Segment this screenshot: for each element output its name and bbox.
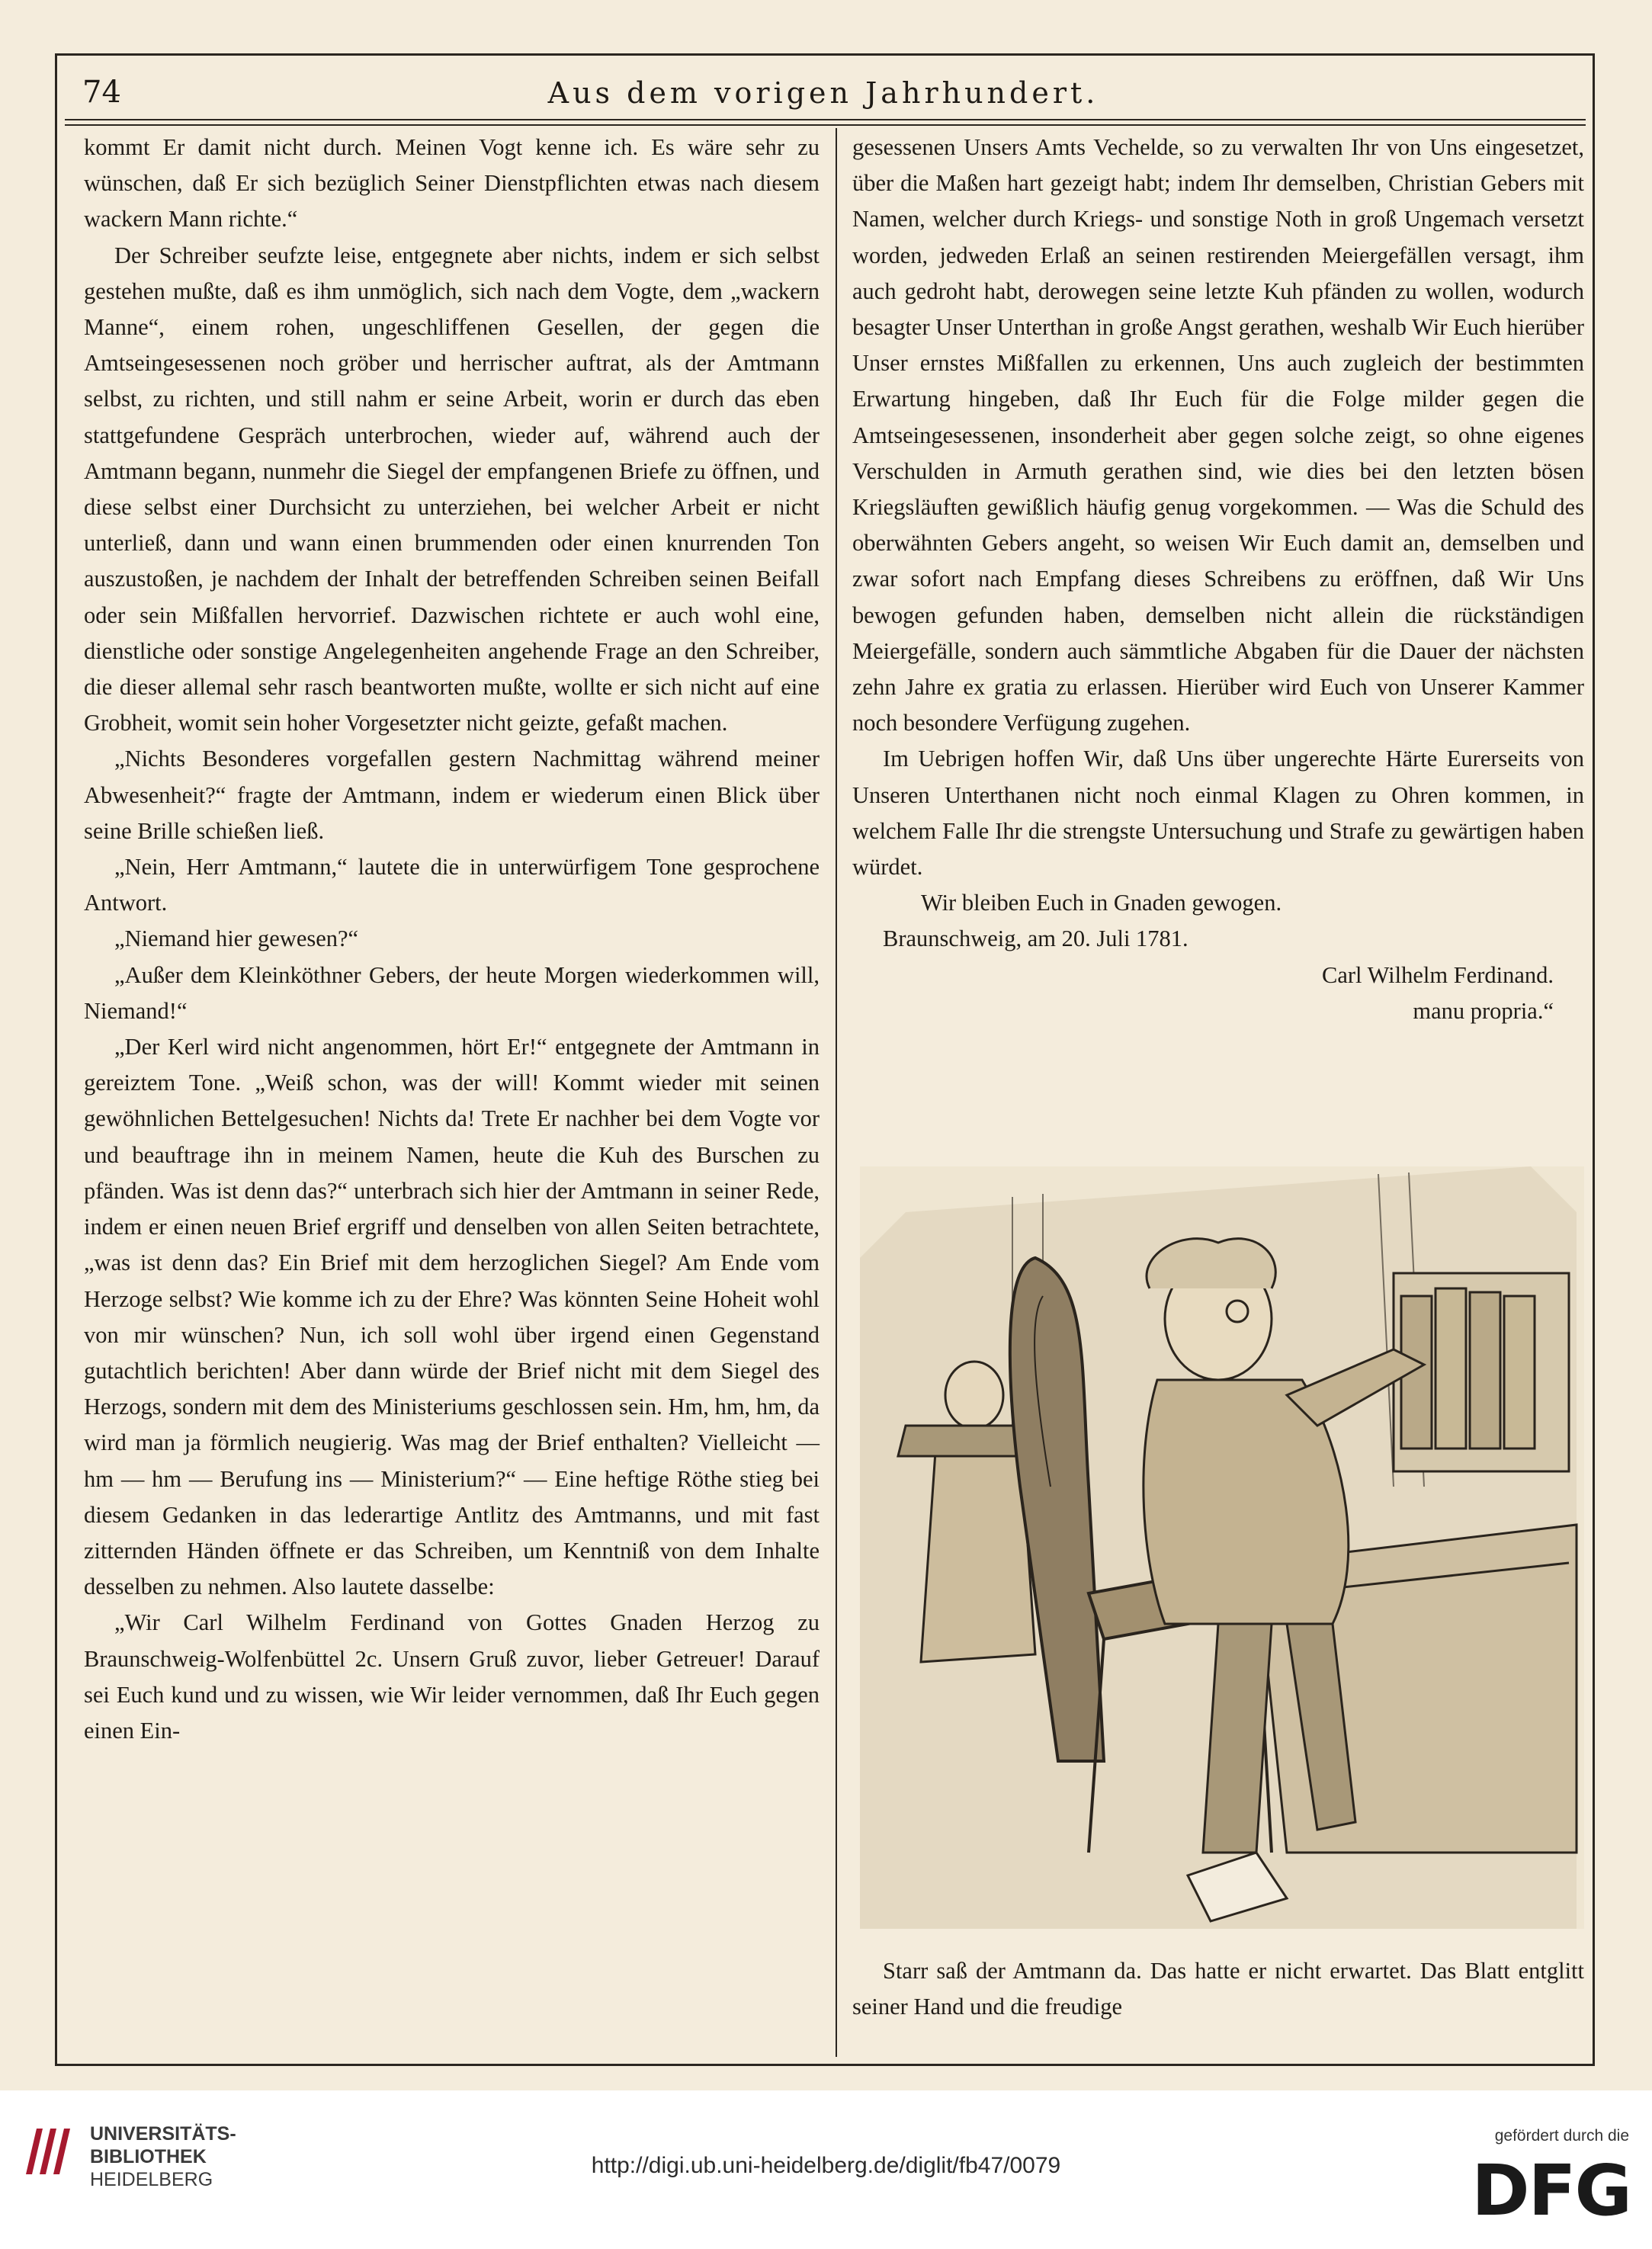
footer-bar (0, 2090, 1652, 2249)
dfg-logo: DFG (1471, 2150, 1631, 2231)
paragraph: Wir bleiben Euch in Gnaden gewogen. (921, 890, 1282, 916)
paragraph: „Außer dem Kleinköthner Gebers, der heute Morgen wiederkommen will, Niemand!“ (84, 961, 820, 1024)
paragraph: „Niemand hier gewesen?“ (114, 926, 359, 952)
left-column (84, 130, 820, 1749)
right-column-bottom (852, 1953, 1584, 2025)
paragraph: gesessenen Unsers Amts Vechelde, so zu verwalten Ihr von Uns eingesetzet, über die Maßen hart gezeigt habt; indem Ihr demselben, Christian Gebers mit Namen, welcher durch Kriegs- und sonstige Noth in groß Ungemach versetzt worden, jedweden Erlaß an seinen restirenden Meiergefällen versagt, ihm auch gedroht habt, derowegen seine letzte Kuh pfänden zu wollen, wodurch besagter Unser Unterthan in große Angst gerathen, weshalb Wir Euch hierüber Unser ernstes Mißfallen zu erkennen, Uns auch zugleich der bestimmten Erwartung hingeben, daß Ihr Euch für die Folge milder gegen die Amtseingesessenen, insonderheit aber gegen solche zeigt, so ohne eigenes Verschulden in Armuth gerathen sind, wie dies bei den letzten bösen Kriegsläuften gewißlich häufig genug vorgekommen. — Was die Schuld des oberwähnten Gebers angeht, so weisen Wir Euch damit an, demselben und zwar sofort nach Empfang dieses Schreibens zu eröffnen, daß Wir Uns bewogen gefunden haben, demselben nicht allein die rückständigen Meiergefälle, sondern auch sämmtliche Abgaben für die Dauer der nächsten zehn Jahre ex gratia zu erlassen. Hierüber wird Euch von Unserer Kammer noch besondere Verfügung zugehen. (852, 134, 1584, 736)
paragraph: kommt Er damit nicht durch. Meinen Vogt kenne ich. Es wäre sehr zu wünschen, daß Er sich bezüglich Seiner Dienstpflichten etwas nach diesem wackern Mann richte.“ (84, 134, 820, 233)
right-column (852, 130, 1584, 1029)
page-number: 74 (82, 75, 121, 110)
bookshelf (1394, 1273, 1569, 1471)
paragraph: Braunschweig, am 20. Juli 1781. (883, 926, 1188, 952)
header-rule-inner (65, 124, 1586, 126)
paragraph: „Nichts Besonderes vorgefallen gestern Nachmittag während meiner Abwesenheit?“ fragte der Amtmann, indem er wiederum einen Blick über seine Brille schießen ließ. (84, 746, 820, 844)
library-line-2: BIBLIOTHEK (90, 2146, 207, 2167)
page-header (61, 70, 1586, 124)
library-line-3: HEIDELBERG (90, 2169, 213, 2190)
paragraph: Im Uebrigen hoffen Wir, daß Uns über ungerechte Härte Eurerseits von Unseren Unterthanen nicht noch einmal Klagen zu Ohren kommen, in welchem Falle Ihr die strengste Untersuchung und Strafe zu gewärtigen haben würdet. (852, 746, 1584, 881)
header-rule (65, 119, 1586, 120)
permalink-url[interactable]: http://digi.ub.uni-heidelberg.de/diglit/fb47/0079 (591, 2153, 1061, 2178)
running-title: Aus dem vorigen Jahrhundert. (547, 76, 1099, 110)
paragraph: Der Schreiber seufzte leise, entgegnete aber nichts, indem er sich selbst gestehen mußte, daß es ihm unmöglich, sich nach dem Vogte, dem „wackern Manne“, einem rohen, ungeschliffenen Gesellen, der gegen die Amtseingesessenen noch gröber und herrischer auftrat, als der Amtmann selbst, zu richten, und still nahm er seine Arbeit, worin er durch das eben stattgefundene Gespräch unterbrochen, wieder auf, während auch der Amtmann begann, nunmehr die Siegel der empfangenen Briefe zu öffnen, und diese selbst einer Durchsicht zu unterziehen, bei welcher Arbeit er nicht unterließ, dann und wann einen brummenden oder einen knurrenden Ton auszustoßen, je nachdem der Inhalt der betreffenden Schreiben seinen Beifall oder sein Mißfallen hervorrief. Dazwischen richtete er auch wohl eine, dienstliche oder sonstige Angelegenheiten angehende Frage an den Schreiber, die dieser allemal sehr rasch beantworten mußte, wollte er sich nicht auf eine Grobheit, womit sein hoher Vorgesetzter nicht geizte, gefaßt machen. (84, 242, 820, 736)
funding-caption: gefördert durch die (1494, 2127, 1629, 2145)
paragraph: „Der Kerl wird nicht angenommen, hört Er!“ entgegnete der Amtmann in gereiztem Tone. „Weiß schon, was der will! Kommt wieder mit seinen gewöhnlichen Bettelgesuchen! Nichts da! Trete Er nachher bei dem Vogte vor und beauftrage ihn in meinem Namen, heute die Kuh des Burschen zu pfänden. Was ist denn das?“ unterbrach sich hier der Amtmann in seiner Rede, indem er einen neuen Brief ergriff und denselben von allen Seiten betrachtete, „was ist denn das? Ein Brief mit dem herzoglichen Siegel? Am Ende vom Herzoge selbst? Wie komme ich zu der Ehre? Was könnten Seine Hoheit wohl von mir wünschen? Nun, ich soll wohl über irgend einen Gegenstand gutachtlich berichten! Aber dann würde der Brief nicht mit dem Siegel des Herzogs, sondern mit dem des Ministeriums geschlossen sein. Hm, hm, hm, da wird man ja förmlich neugierig. Was mag der Brief enthalten? Vielleicht — hm — hm — Berufung ins — Ministerium?“ — Eine heftige Röthe stieg bei diesem Gedanken in das lederartige Antlitz des Amtmanns, und mit fast zitternden Händen öffnete er das Schreiben, um Kenntniß von dem Inhalte desselben zu nehmen. Also lautete dasselbe: (84, 1034, 820, 1600)
paragraph: „Nein, Herr Amtmann,“ lautete die in unterwürfigem Tone gesprochene Antwort. (84, 854, 820, 916)
paragraph: Starr saß der Amtmann da. Das hatte er nicht erwartet. Das Blatt entglitt seiner Hand und die freudige (852, 1958, 1584, 2020)
paragraph: manu propria.“ (1413, 997, 1554, 1024)
paragraph: „Wir Carl Wilhelm Ferdinand von Gottes Gnaden Herzog zu Braunschweig-Wolfenbüttel 2c. Unsern Gruß zuvor, lieber Getreuer! Darauf sei Euch kund und zu wissen, wie Wir leider vernommen, daß Ihr Euch gegen einen Ein- (84, 1609, 820, 1744)
paragraph: Carl Wilhelm Ferdinand. (1321, 961, 1554, 988)
column-divider (836, 128, 837, 2057)
woodcut-illustration (860, 1166, 1584, 1929)
library-line-1: UNIVERSITÄTS- (90, 2123, 236, 2145)
